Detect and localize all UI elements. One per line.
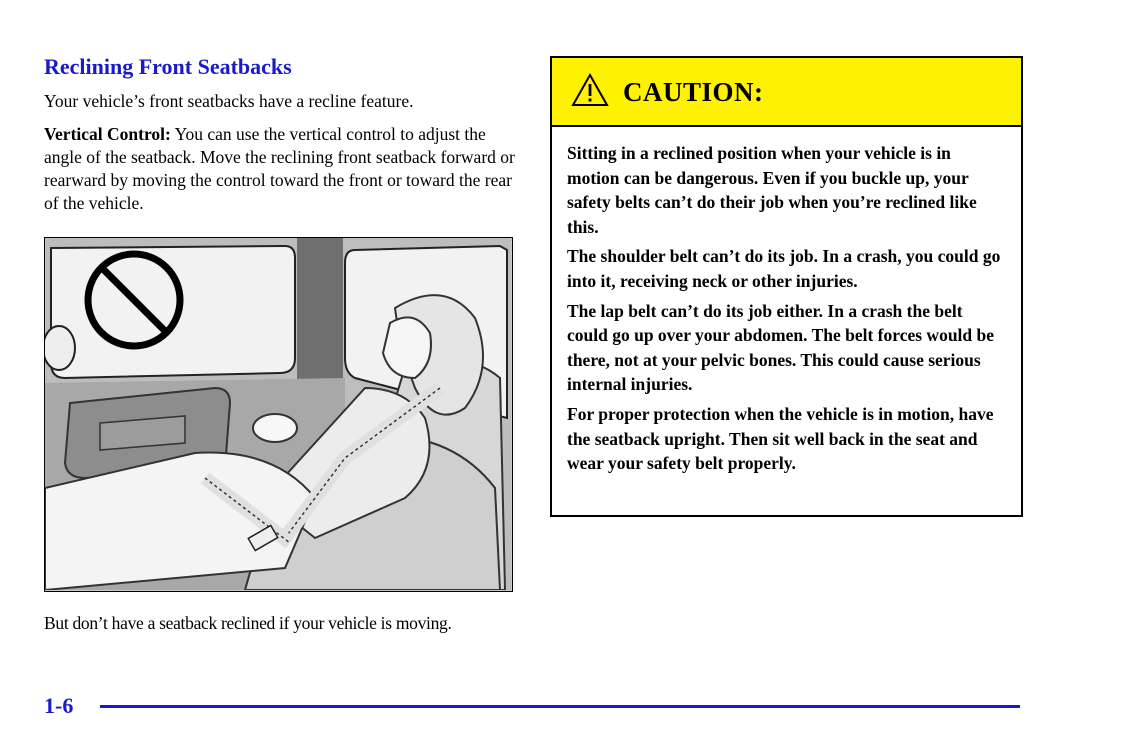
caution-paragraph: The lap belt can’t do its job either. In a crash the belt could go up over your abdomen. The belt forces would be there, not at your pelvic bones. This could cause serious internal injuries.: [567, 300, 995, 395]
caution-paragraph: Sitting in a reclined position when your vehicle is in motion can be dangerous. Even if you buckle up, your safety belts can’t do their job when you’re reclined like this.: [567, 143, 977, 237]
caution-paragraph: For proper protection when the vehicle is in motion, have the seatback upright. Then sit well back in the seat and wear your safety belt properly.: [567, 403, 994, 474]
intro-text: Your vehicle’s front seatbacks have a recline feature.: [44, 91, 414, 111]
page-number: 1-6: [44, 693, 74, 718]
footer-rule: [100, 705, 1020, 708]
reclined-passenger-illustration: [44, 237, 513, 592]
vertical-control-label: Vertical Control:: [44, 124, 171, 144]
caution-box: [550, 56, 1023, 517]
illustration-drawing: [45, 238, 511, 590]
caution-header: [552, 58, 1021, 127]
page-title: Reclining Front Seatbacks: [44, 54, 292, 79]
caution-title: CAUTION:: [623, 77, 764, 107]
vertical-control-paragraph: [44, 123, 519, 215]
caution-body: [552, 127, 1021, 476]
caution-paragraph: The shoulder belt can’t do its job. In a crash, you could go into it, receiving neck or other injuries.: [567, 246, 1001, 291]
vertical-control-text: You can use the vertical control to adjust the angle of the seatback. Move the reclining front seatback forward or rearward by moving the control toward the front or toward the rear of the vehicle.: [44, 124, 515, 213]
warning-triangle-icon: [570, 72, 610, 108]
bottom-note: But don’t have a seatback reclined if your vehicle is moving.: [44, 613, 452, 633]
